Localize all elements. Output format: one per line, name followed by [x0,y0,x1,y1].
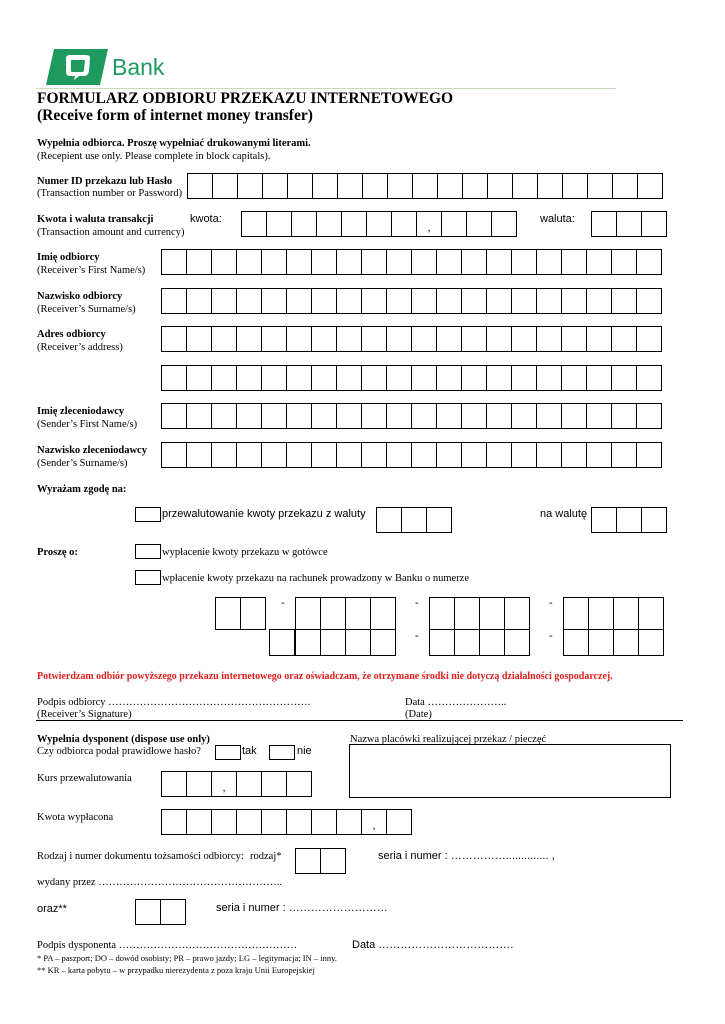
input-box[interactable] [561,326,587,352]
input-box[interactable] [295,597,321,630]
input-box[interactable] [311,365,337,391]
input-box[interactable] [386,809,412,835]
input-box[interactable] [336,288,362,314]
document-series-label[interactable]: seria i numer : …………….............. , [378,850,555,862]
input-box[interactable] [311,249,337,275]
input-box[interactable] [215,597,241,630]
input-box[interactable] [486,403,512,429]
input-box[interactable] [336,442,362,468]
account-number-boxes-1a[interactable] [215,597,269,630]
input-box[interactable] [637,173,663,199]
input-box[interactable] [161,288,187,314]
input-box[interactable] [211,326,237,352]
input-box[interactable] [337,173,363,199]
transaction-id-boxes[interactable] [187,173,663,199]
input-box[interactable] [370,597,396,630]
input-box[interactable] [436,403,462,429]
input-box[interactable] [611,442,637,468]
input-box[interactable] [311,442,337,468]
sender-first-name-boxes[interactable] [161,403,662,429]
input-box[interactable] [186,326,212,352]
input-box[interactable] [486,365,512,391]
input-box[interactable] [286,403,312,429]
surname-label-en: (Receiver’s Surname/s) [37,304,136,315]
input-box[interactable] [286,288,312,314]
account-number-boxes-2c[interactable] [563,629,664,656]
consent-label: Wyrażam zgodę na: [37,484,127,495]
account-dash-2: - [415,597,419,609]
input-box[interactable] [586,326,612,352]
input-box[interactable] [436,365,462,391]
signature-date-en: (Date) [405,709,432,720]
input-box[interactable] [511,249,537,275]
input-box[interactable] [641,211,667,237]
disposer-signature[interactable]: Podpis dysponenta …………………………………………… [37,940,298,951]
input-box[interactable] [336,365,362,391]
input-box[interactable] [362,173,388,199]
transaction-id-label: Numer ID przekazu lub Hasło [37,176,173,187]
input-box[interactable] [261,403,287,429]
input-box[interactable] [261,365,287,391]
input-box[interactable] [386,365,412,391]
currency-boxes[interactable] [591,211,667,237]
input-box[interactable] [286,249,312,275]
input-box[interactable] [211,442,237,468]
input-box[interactable] [461,249,487,275]
bank-name: Bank [112,54,165,80]
paid-amount-label: Kwota wypłacona [37,812,114,823]
input-box[interactable] [411,365,437,391]
account-option: wpłacenie kwoty przekazu na rachunek prowadzony w Banku o numerze [162,573,470,584]
input-box[interactable] [237,173,263,199]
input-box[interactable] [186,771,212,797]
input-box[interactable] [511,403,537,429]
input-box[interactable] [487,173,513,199]
input-box[interactable] [462,173,488,199]
input-box[interactable] [429,629,455,656]
input-box[interactable] [588,629,614,656]
input-box[interactable] [320,629,346,656]
surname-boxes[interactable] [161,288,662,314]
input-box[interactable] [461,288,487,314]
input-box[interactable] [612,173,638,199]
address-label: Adres odbiorcy [37,329,106,340]
cash-checkbox[interactable] [135,544,161,559]
input-box[interactable] [536,249,562,275]
input-box[interactable] [638,597,664,630]
sender-surname-label: Nazwisko zleceniodawcy [37,445,147,456]
input-box[interactable] [536,288,562,314]
input-box[interactable] [186,365,212,391]
input-box[interactable] [361,249,387,275]
input-box[interactable] [370,629,396,656]
input-box[interactable] [429,597,455,630]
input-box[interactable] [479,597,505,630]
input-box[interactable] [611,403,637,429]
paid-amount-boxes[interactable] [161,809,412,835]
password-no-checkbox[interactable] [269,745,295,760]
input-box[interactable] [311,809,337,835]
amount-kwota-label: kwota: [190,213,222,225]
input-box[interactable] [411,403,437,429]
input-box[interactable] [336,326,362,352]
input-box[interactable] [366,211,392,237]
input-box[interactable] [613,597,639,630]
input-box[interactable] [361,288,387,314]
input-box[interactable] [461,365,487,391]
input-box[interactable] [616,211,642,237]
input-box[interactable] [562,173,588,199]
input-box[interactable] [291,211,317,237]
input-box[interactable] [511,365,537,391]
input-box[interactable] [316,211,342,237]
input-box[interactable] [412,173,438,199]
input-box[interactable] [436,288,462,314]
footnote-1: * PA – paszport; DO – dowód osobisty; PR – prawo jazdy; LG – legitymacja; IN – inny. [37,953,337,963]
account-number-boxes-2-left[interactable] [269,629,295,656]
input-box[interactable] [466,211,492,237]
input-box[interactable] [436,326,462,352]
input-box[interactable] [211,771,237,797]
first-name-boxes[interactable] [161,249,662,275]
input-box[interactable] [426,507,452,533]
input-box[interactable] [361,809,387,835]
dispose-title: Wypełnia dysponent (dispose use only) [37,734,210,745]
input-box[interactable] [586,365,612,391]
input-box[interactable] [211,288,237,314]
and-label: oraz** [37,903,67,915]
rate-label: Kurs przewalutowania [37,773,132,784]
input-box[interactable] [286,365,312,391]
input-box[interactable] [479,629,505,656]
input-box[interactable] [311,403,337,429]
input-box[interactable] [613,629,639,656]
input-box[interactable] [161,365,187,391]
cash-option: wypłacenie kwoty przekazu w gotówce [162,547,328,558]
rate-boxes[interactable] [161,771,312,797]
document-type-label: rodzaj* [250,851,282,862]
password-yes-label: tak [242,745,257,757]
amount-label-en: (Transaction amount and currency) [37,227,185,238]
input-box[interactable] [295,629,321,656]
input-box[interactable] [241,211,267,237]
input-box[interactable] [461,442,487,468]
input-box[interactable] [311,288,337,314]
input-box[interactable] [345,629,371,656]
input-box[interactable] [561,288,587,314]
sender-first-name-label: Imię zleceniodawcy [37,406,125,417]
account-checkbox[interactable] [135,570,161,585]
second-document-series[interactable]: seria i numer : ……………………… [216,902,388,914]
conversion-checkbox[interactable] [135,507,161,522]
input-box[interactable] [236,809,262,835]
input-box[interactable] [161,809,187,835]
confirmation-text: Potwierdzam odbiór powyższego przekazu internetowego oraz oświadczam, że otrzymane środki nie dotyczą działalności gospodarczej. [37,671,613,682]
input-box[interactable] [262,173,288,199]
input-box[interactable] [636,249,662,275]
input-box[interactable] [636,365,662,391]
amount-boxes[interactable] [241,211,517,237]
input-box[interactable] [611,365,637,391]
first-name-label-en: (Receiver’s First Name/s) [37,265,146,276]
input-box[interactable] [135,899,161,925]
input-box[interactable] [461,326,487,352]
request-label: Proszę o: [37,547,78,558]
password-yes-checkbox[interactable] [215,745,241,760]
input-box[interactable] [561,249,587,275]
input-box[interactable] [636,288,662,314]
input-box[interactable] [160,899,186,925]
account-number-boxes-1b[interactable] [295,597,396,630]
input-box[interactable] [586,442,612,468]
input-box[interactable] [416,211,442,237]
second-document-boxes[interactable] [135,899,186,925]
intro-en: (Recepient use only. Please complete in block capitals). [37,151,271,162]
input-box[interactable] [486,288,512,314]
input-box[interactable] [436,442,462,468]
input-box[interactable] [636,442,662,468]
conversion-text: przewalutowanie kwoty przekazu z waluty [162,508,366,520]
input-box[interactable] [386,326,412,352]
input-box[interactable] [512,173,538,199]
input-box[interactable] [563,597,589,630]
account-dash-3: - [549,597,553,609]
account-number-boxes-2a[interactable] [295,629,396,656]
input-box[interactable] [211,365,237,391]
input-box[interactable] [186,403,212,429]
input-box[interactable] [411,326,437,352]
sender-surname-label-en: (Sender’s Surname/s) [37,458,128,469]
disposer-date[interactable]: Data ………………………………. [352,939,514,951]
input-box[interactable] [186,809,212,835]
input-box[interactable] [561,442,587,468]
input-box[interactable] [286,442,312,468]
input-box[interactable] [536,403,562,429]
signature-underline [36,720,683,721]
input-box[interactable] [386,442,412,468]
input-box[interactable] [186,249,212,275]
input-box[interactable] [563,629,589,656]
input-box[interactable] [486,249,512,275]
input-box[interactable] [261,442,287,468]
input-box[interactable] [286,809,312,835]
input-box[interactable] [261,809,287,835]
sender-first-name-label-en: (Sender’s First Name/s) [37,419,138,430]
input-box[interactable] [261,288,287,314]
input-box[interactable] [536,442,562,468]
bank-logo-icon [46,49,108,85]
input-box[interactable] [336,249,362,275]
input-box[interactable] [511,442,537,468]
amount-label: Kwota i waluta transakcji [37,214,154,225]
input-box[interactable] [161,249,187,275]
input-box[interactable] [411,249,437,275]
input-box[interactable] [286,326,312,352]
input-box[interactable] [311,326,337,352]
form-title-en: (Receive form of internet money transfer) [37,107,313,124]
input-box[interactable] [436,249,462,275]
input-box[interactable] [161,442,187,468]
input-box[interactable] [586,249,612,275]
input-box[interactable] [376,507,402,533]
input-box[interactable] [236,249,262,275]
branch-stamp-box[interactable] [349,744,671,798]
input-box[interactable] [411,288,437,314]
input-box[interactable] [588,597,614,630]
password-question: Czy odbiorca podał prawidłowe hasło? [37,746,201,757]
input-box[interactable] [537,173,563,199]
input-box[interactable] [286,771,312,797]
input-box[interactable] [536,326,562,352]
document-label: Rodzaj i numer dokumentu tożsamości odbiorcy: [37,851,244,862]
input-box[interactable] [211,249,237,275]
account-number-boxes-1d[interactable] [563,597,664,630]
intro-pl: Wypełnia odbiorca. Proszę wypełniać drukowanymi literami. [37,138,311,149]
address-boxes-line2[interactable] [161,365,662,391]
input-box[interactable] [236,403,262,429]
currency-label: waluta: [540,213,575,225]
input-box[interactable] [186,288,212,314]
bank-logo [46,49,176,85]
input-box[interactable] [361,365,387,391]
decimal-separator: , [427,222,431,234]
account-dash-6: - [549,630,553,642]
input-box[interactable] [561,403,587,429]
first-name-label: Imię odbiorcy [37,252,100,263]
input-box[interactable] [236,326,262,352]
signature-date[interactable]: Data ………………….. [405,697,507,708]
input-box[interactable] [336,809,362,835]
input-box[interactable] [486,442,512,468]
input-box[interactable] [511,326,537,352]
input-box[interactable] [236,442,262,468]
input-box[interactable] [591,507,617,533]
input-box[interactable] [454,629,480,656]
input-box[interactable] [411,442,437,468]
input-box[interactable] [261,771,287,797]
from-currency-boxes[interactable] [376,507,452,533]
branch-label: Nazwa placówki realizującej przekaz / pieczęć [350,734,547,745]
input-box[interactable] [454,597,480,630]
input-box[interactable] [341,211,367,237]
input-box[interactable] [312,173,338,199]
input-box[interactable] [361,442,387,468]
input-box[interactable] [586,403,612,429]
transaction-id-label-en: (Transaction number or Password) [37,188,183,199]
input-box[interactable] [638,629,664,656]
input-box[interactable] [161,771,187,797]
decimal-separator: , [372,820,376,832]
input-box[interactable] [611,249,637,275]
input-box[interactable] [611,288,637,314]
input-box[interactable] [441,211,467,237]
form-title: FORMULARZ ODBIORU PRZEKAZU INTERNETOWEGO [37,90,454,107]
input-box[interactable] [611,326,637,352]
input-box[interactable] [236,288,262,314]
input-box[interactable] [295,848,321,874]
input-box[interactable] [387,173,413,199]
decimal-separator: , [222,782,226,794]
input-box[interactable] [386,288,412,314]
input-box[interactable] [461,403,487,429]
input-box[interactable] [504,629,530,656]
input-box[interactable] [212,173,238,199]
input-box[interactable] [536,365,562,391]
input-box[interactable] [361,403,387,429]
input-box[interactable] [386,403,412,429]
input-box[interactable] [591,211,617,237]
footnote-2: ** KR – karta pobytu – w przypadku nierezydenta z poza kraju Unii Europejskiej [37,965,315,975]
receiver-signature[interactable]: Podpis odbiorcy …………………………………………………. [37,697,311,708]
input-box[interactable] [287,173,313,199]
to-currency-boxes[interactable] [591,507,667,533]
input-box[interactable] [641,507,667,533]
input-box[interactable] [586,288,612,314]
input-box[interactable] [386,249,412,275]
input-box[interactable] [636,326,662,352]
sender-surname-boxes[interactable] [161,442,662,468]
input-box[interactable] [186,442,212,468]
address-boxes-line1[interactable] [161,326,662,352]
input-box[interactable] [561,365,587,391]
account-dash-1: - [281,597,285,609]
input-box[interactable] [437,173,463,199]
input-box[interactable] [391,211,417,237]
input-box[interactable] [636,403,662,429]
input-box[interactable] [511,288,537,314]
input-box[interactable] [261,249,287,275]
input-box[interactable] [236,771,262,797]
input-box[interactable] [261,326,287,352]
password-no-label: nie [297,745,312,757]
account-number-boxes-2b[interactable] [429,629,530,656]
input-box[interactable] [587,173,613,199]
header-rule [36,88,616,89]
input-box[interactable] [320,848,346,874]
document-type-boxes[interactable] [295,848,346,874]
receiver-signature-en: (Receiver’s Signature) [37,709,132,720]
input-box[interactable] [491,211,517,237]
to-currency-label: na walutę [540,508,588,520]
input-box[interactable] [266,211,292,237]
input-box[interactable] [401,507,427,533]
input-box[interactable] [187,173,213,199]
input-box[interactable] [320,597,346,630]
input-box[interactable] [361,326,387,352]
input-box[interactable] [486,326,512,352]
input-box[interactable] [161,326,187,352]
input-box[interactable] [269,629,295,656]
issued-by[interactable]: wydany przez …………………………………………….. [37,877,282,888]
input-box[interactable] [336,403,362,429]
input-box[interactable] [211,403,237,429]
input-box[interactable] [236,365,262,391]
surname-label: Nazwisko odbiorcy [37,291,123,302]
account-dash-5: - [415,630,419,642]
input-box[interactable] [616,507,642,533]
account-number-boxes-1c[interactable] [429,597,530,630]
input-box[interactable] [211,809,237,835]
input-box[interactable] [504,597,530,630]
input-box[interactable] [345,597,371,630]
input-box[interactable] [240,597,266,630]
address-label-en: (Receiver’s address) [37,342,123,353]
input-box[interactable] [161,403,187,429]
